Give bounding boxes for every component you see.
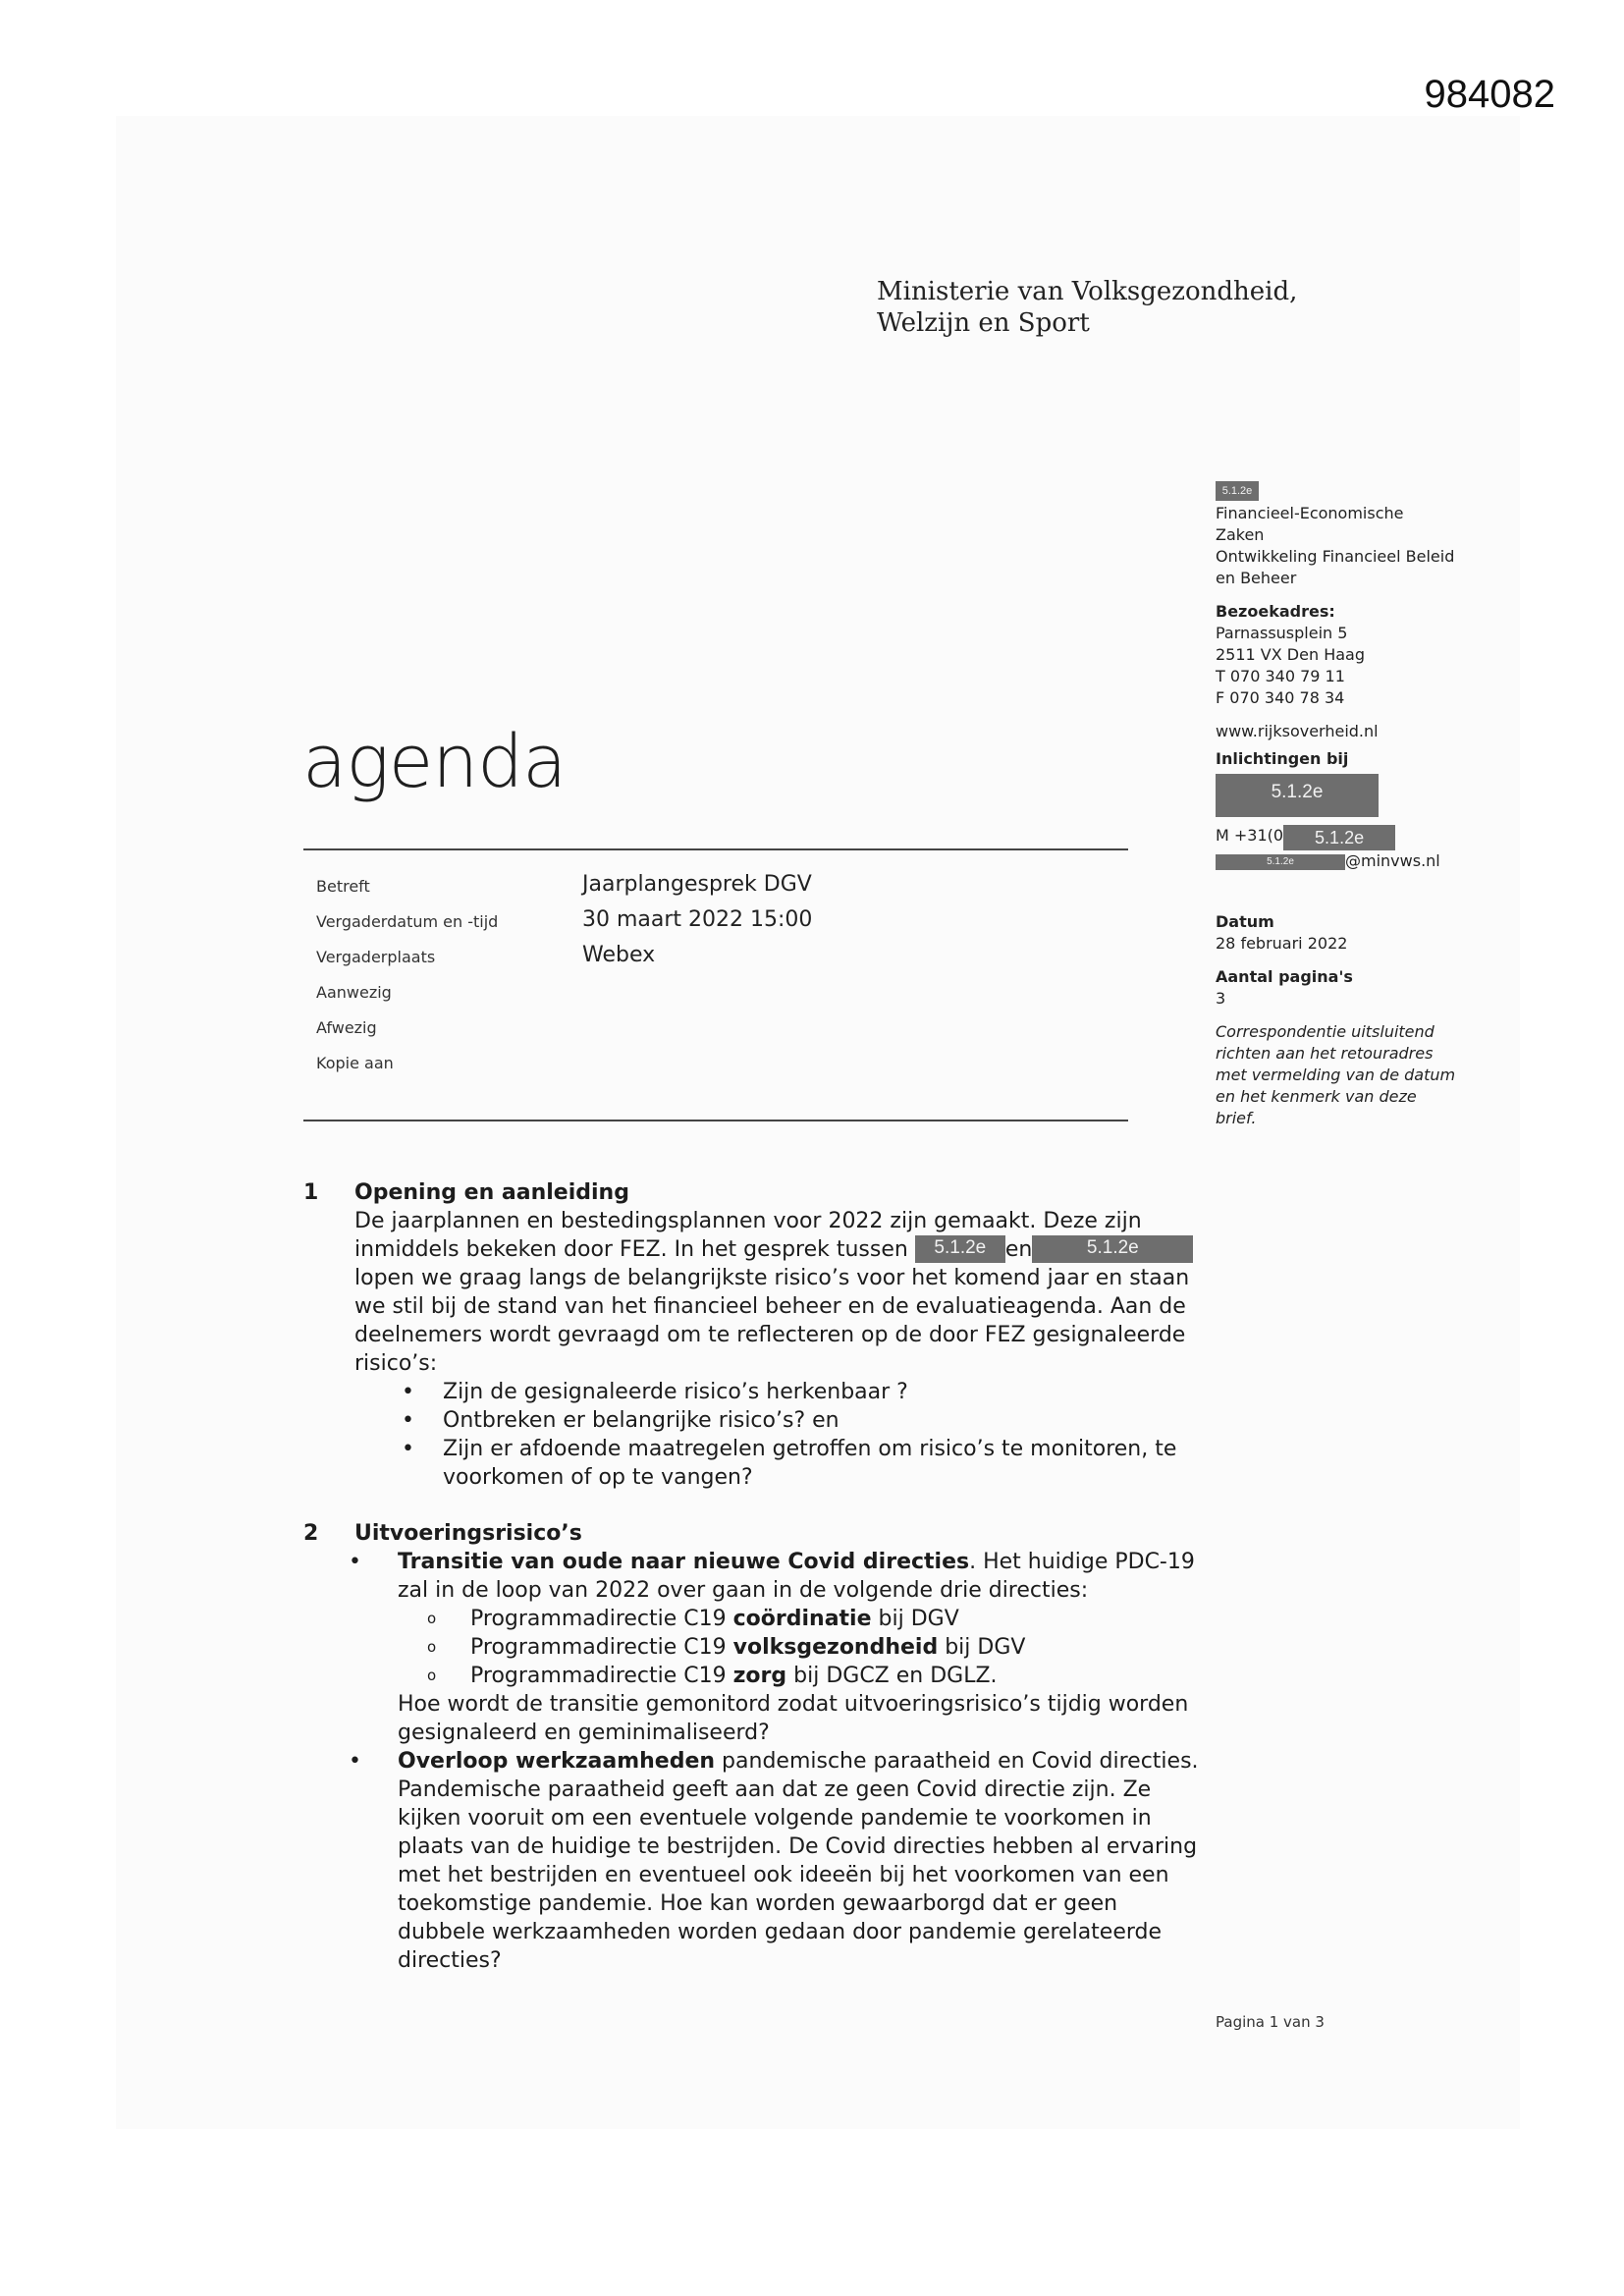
section-1-text — [354, 1207, 1207, 1378]
ministry-line-1: Ministerie van Volksgezondheid, — [877, 277, 1298, 306]
list-item-text: Hoe wordt de transitie gemonitord zodat uitvoeringsrisico’s tijdig worden gesignaleerd en geminimaliseerd? — [398, 1692, 1189, 1745]
email-line — [1216, 850, 1471, 872]
meta-label: Vergaderdatum en -tijd — [316, 912, 499, 931]
org-line: Financieel-Economische — [1216, 504, 1404, 522]
sub-text: Programmadirectie C19 — [470, 1664, 733, 1688]
ministry-logo-text — [877, 276, 1297, 339]
meta-label: Betreft — [316, 877, 370, 896]
meta-value-location: Webex — [582, 943, 656, 967]
list-item: • Transitie van oude naar nieuwe Covid directies. Het huidige PDC-19 zal in de loop van 2022 over gaan in de volgende drie directies: o Programmadirectie C19 coördinatie bij DGV o Programmadirectie C19 volksgezondheid bij DGV o Programmadirectie C19 zorg bij DGCZ en DGLZ. Hoe wordt de transitie gemonitord zodat uitvoeringsrisico’s tijdig worden gesignaleerd en geminimaliseerd? — [349, 1548, 1207, 1747]
section-1-heading — [303, 1178, 1207, 1207]
risk-list — [349, 1548, 1207, 1975]
directorate-list — [427, 1605, 1207, 1690]
meta-label: Aanwezig — [316, 983, 392, 1002]
risk-question-list — [402, 1378, 1207, 1492]
list-item-text: . Het huidige PDC-19 zal in de loop van 2022 over gaan in de volgende drie directies: — [398, 1550, 1195, 1603]
phone-prefix: M +31(0 — [1216, 826, 1284, 845]
and-word: en — [1004, 1237, 1033, 1262]
list-item-text: Zijn er afdoende maatregelen getroffen om risico’s te monitoren, te voorkomen of op te vangen? — [443, 1437, 1177, 1490]
sidebar-org — [1216, 503, 1471, 589]
meta-label: Vergaderplaats — [316, 948, 436, 966]
sub-bold: volksgezondheid — [732, 1635, 939, 1660]
list-item: o Programmadirectie C19 zorg bij DGCZ en DGLZ. — [427, 1664, 998, 1688]
page-title: agenda — [302, 720, 567, 804]
page-number: Pagina 1 van 3 — [1216, 2013, 1325, 2031]
redaction-box: 5.1.2e — [1283, 825, 1395, 850]
section-2-heading — [303, 1519, 1207, 1548]
org-line: Ontwikkeling Financieel Beleid — [1216, 547, 1455, 566]
paragraph-text: lopen we graag langs de belangrijkste risico’s voor het komend jaar en staan we stil bij de stand van het financieel beheer en de evaluatieagenda. Aan de deelnemers wordt gevraagd om te reflecteren op de door FEZ gesignaleerde risico’s: — [354, 1266, 1190, 1376]
address-line: 2511 VX Den Haag — [1216, 645, 1365, 664]
pages-block — [1216, 966, 1471, 1010]
redaction-box: 5.1.2e — [1216, 774, 1379, 817]
meta-values — [582, 872, 812, 978]
meta-labels — [316, 877, 498, 1089]
sidebar-address — [1216, 601, 1471, 709]
list-item-text: pandemische paraatheid en Covid directies. Pandemische paraatheid geeft aan dat ze geen Covid directie zijn. Ze kijken vooruit om een eventuele volgende pandemie te voorkomen in plaats van de huidige te bestrijden. De Covid directies hebben al ervaring met het bestrijden en eventueel ook ideeën bij het voorkomen van een toekomstige pandemie. Hoe kan worden gewaarborgd dat er geen dubbele werkzaamheden worden gedaan door pandemie gerelateerde directies? — [398, 1749, 1199, 1973]
paragraph-text: De jaarplannen en bestedingsplannen voor 2022 zijn gemaakt. Deze zijn inmiddels bekeken door FEZ. In het gesprek tussen — [354, 1209, 1142, 1262]
list-item: o Programmadirectie C19 coördinatie bij DGV — [427, 1607, 959, 1631]
visit-label: Bezoekadres: — [1216, 602, 1335, 621]
document-id: 984082 — [1424, 73, 1555, 116]
date-value: 28 februari 2022 — [1216, 934, 1348, 953]
ministry-line-2: Welzijn en Sport — [877, 308, 1090, 338]
section-title: Opening en aanleiding — [354, 1180, 629, 1205]
phone-line — [1216, 825, 1471, 850]
bold-lead: Transitie van oude naar nieuwe Covid directies — [398, 1550, 970, 1574]
list-item: • Zijn de gesignaleerde risico’s herkenbaar ? — [402, 1380, 908, 1404]
list-item-text: Zijn de gesignaleerde risico’s herkenbaar ? — [443, 1380, 908, 1404]
date-block — [1216, 911, 1471, 955]
org-line: Zaken — [1216, 525, 1265, 544]
meta-value-subject: Jaarplangesprek DGV — [582, 872, 812, 897]
section-title: Uitvoeringsrisico’s — [354, 1521, 582, 1546]
pages-value: 3 — [1216, 989, 1226, 1008]
sub-text: Programmadirectie C19 — [470, 1607, 733, 1631]
sub-bold: zorg — [732, 1664, 787, 1688]
meta-label: Afwezig — [316, 1018, 377, 1037]
address-line: T 070 340 79 11 — [1216, 667, 1345, 685]
bold-lead: Overloop werkzaamheden — [398, 1749, 716, 1774]
redaction-box: 5.1.2e — [1216, 481, 1259, 501]
list-item: • Ontbreken er belangrijke risico’s? en — [402, 1408, 839, 1433]
redaction-box: 5.1.2e — [1032, 1235, 1193, 1263]
sidebar — [1216, 478, 1471, 1141]
section-number: 1 — [303, 1180, 319, 1205]
address-line: F 070 340 78 34 — [1216, 688, 1345, 707]
org-line: en Beheer — [1216, 569, 1297, 587]
website-link[interactable]: www.rijksoverheid.nl — [1216, 722, 1379, 740]
info-label: Inlichtingen bij — [1216, 749, 1349, 768]
meta-label: Kopie aan — [316, 1054, 394, 1072]
address-line: Parnassusplein 5 — [1216, 624, 1348, 642]
sub-text: bij DGV — [938, 1635, 1026, 1660]
divider-top — [303, 848, 1128, 850]
sub-text: bij DGV — [871, 1607, 959, 1631]
redaction-box: 5.1.2e — [1216, 854, 1345, 870]
email-suffix: @minvws.nl — [1345, 851, 1440, 870]
sub-text: bij DGCZ en DGLZ. — [786, 1664, 998, 1688]
correspondence-note: Correspondentie uitsluitend richten aan het retouradres met vermelding van de datum en het kenmerk van deze brief. — [1216, 1022, 1456, 1127]
divider-bottom — [303, 1120, 1128, 1121]
pages-label: Aantal pagina's — [1216, 967, 1353, 986]
list-item: o Programmadirectie C19 volksgezondheid bij DGV — [427, 1635, 1026, 1660]
sub-text: Programmadirectie C19 — [470, 1635, 733, 1660]
section-number: 2 — [303, 1521, 319, 1546]
list-item-text: Ontbreken er belangrijke risico’s? en — [443, 1408, 839, 1433]
date-label: Datum — [1216, 912, 1274, 931]
list-item: • Zijn er afdoende maatregelen getroffen om risico’s te monitoren, te voorkomen of op te vangen? — [402, 1437, 1177, 1490]
agenda-body — [303, 1178, 1207, 1975]
sub-bold: coördinatie — [732, 1607, 872, 1631]
list-item: • Overloop werkzaamheden pandemische paraatheid en Covid directies. Pandemische paraatheid geeft aan dat ze geen Covid directie zijn. Ze kijken vooruit om een eventuele volgende pandemie te voorkomen in plaats van de huidige te bestrijden. De Covid directies hebben al ervaring met het bestrijden en eventueel ook ideeën bij het voorkomen van een toekomstige pandemie. Hoe kan worden gewaarborgd dat er geen dubbele werkzaamheden worden gedaan door pandemie gerelateerde directies? — [349, 1749, 1199, 1973]
meta-value-datetime: 30 maart 2022 15:00 — [582, 907, 813, 932]
redaction-box: 5.1.2e — [915, 1235, 1005, 1263]
